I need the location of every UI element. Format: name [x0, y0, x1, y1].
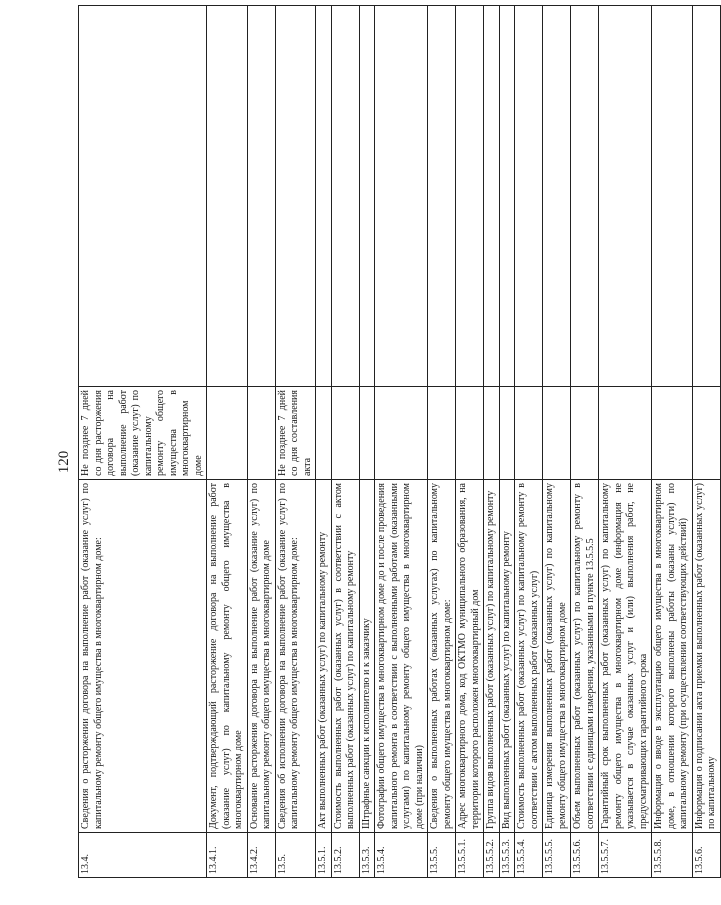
row-empty-cell	[599, 6, 652, 387]
requirements-table	[78, 5, 721, 878]
row-description-cell: Основание расторжения договора на выполнение работ (оказание услуг) по капитальному ремонту общего имущества в многоквартирном доме	[247, 480, 275, 833]
row-deadline-cell: Не позднее 7 дней со дня расторжения договора на выполнение работ (оказание услуг) по капитальному ремонту общего имущества в многоквартирном доме	[79, 387, 207, 480]
row-description-cell: Фотографии общего имущества в многоквартирном доме до и после проведения капитального ремонта в соответствии с выполненными работами (оказанными услугами) по капитальному ремонту общего имущества в многоквартирном доме (при наличии)	[375, 480, 428, 833]
row-empty-cell	[571, 6, 599, 387]
row-description-cell: Стоимость выполненных работ (оказанных услуг) в соответствии с актом выполненных работ (оказанных услуг) по капитальному ремонту	[331, 480, 359, 833]
table-row	[456, 6, 484, 878]
row-number-cell: 13.5.5.6.	[571, 833, 599, 878]
row-number-cell: 13.5.5.2.	[484, 833, 500, 878]
row-description-cell: Объем выполненных работ (оказанных услуг) по капитальному ремонту в соответствии с единицами измерения, указанными в пункте 13.5.5.5	[571, 480, 599, 833]
table-row	[428, 6, 456, 878]
row-deadline-cell: Не позднее 7 дней со дня составления акта	[275, 387, 316, 480]
row-deadline-cell	[207, 387, 248, 480]
table-row	[275, 6, 316, 878]
row-empty-cell	[316, 6, 332, 387]
row-empty-cell	[375, 6, 428, 387]
row-description-cell: Сведения о расторжении договора на выполнение работ (оказание услуг) по капитальному ремонту общего имущества в многоквартирном доме:	[79, 480, 207, 833]
table-row	[331, 6, 359, 878]
row-empty-cell	[331, 6, 359, 387]
table-row	[247, 6, 275, 878]
row-number-cell: 13.5.1.	[316, 833, 332, 878]
row-number-cell: 13.5.5.8.	[652, 833, 693, 878]
table-row	[484, 6, 500, 878]
page-number: 120	[56, 450, 72, 474]
row-description-cell: Гарантийный срок выполненных работ (оказанных услуг) по капитальному ремонту общего имущества в многоквартирном доме (информация не указывается в случае оказанных услуг и (или) выполнения работ, не предусматривающих гарантийного срока	[599, 480, 652, 833]
row-description-cell: Информация о подписании акта приемки выполненных работ (оказанных услуг) по капитальному	[692, 480, 720, 833]
row-deadline-cell	[247, 387, 275, 480]
row-deadline-cell	[571, 387, 599, 480]
row-description-cell: Сведения о выполненных работах (оказанных услугах) по капитальному ремонту общего имущества в многоквартирном доме:	[428, 480, 456, 833]
row-empty-cell	[499, 6, 515, 387]
row-number-cell: 13.4.	[79, 833, 207, 878]
row-number-cell: 13.5.6.	[692, 833, 720, 878]
table-row	[692, 6, 720, 878]
row-number-cell: 13.5.5.7.	[599, 833, 652, 878]
table-row	[499, 6, 515, 878]
row-empty-cell	[428, 6, 456, 387]
row-deadline-cell	[543, 387, 571, 480]
table-row	[515, 6, 543, 878]
row-deadline-cell	[359, 387, 375, 480]
row-description-cell: Штрафные санкции к исполнителю и к заказчику	[359, 480, 375, 833]
row-number-cell: 13.5.5.4.	[515, 833, 543, 878]
row-deadline-cell	[456, 387, 484, 480]
row-deadline-cell	[692, 387, 720, 480]
row-number-cell: 13.5.5.3.	[499, 833, 515, 878]
row-description-cell: Единица измерения выполненных работ (оказанных услуг) по капитальному ремонту общего имущества в многоквартирном доме	[543, 480, 571, 833]
row-empty-cell	[456, 6, 484, 387]
row-number-cell: 13.5.3.	[359, 833, 375, 878]
row-description-cell: Адрес многоквартирного дома, код ОКТМО муниципального образования, на территории которого расположен многоквартирный дом	[456, 480, 484, 833]
row-deadline-cell	[316, 387, 332, 480]
row-empty-cell	[543, 6, 571, 387]
row-empty-cell	[247, 6, 275, 387]
row-empty-cell	[359, 6, 375, 387]
row-number-cell: 13.5.5.5.	[543, 833, 571, 878]
table-row	[316, 6, 332, 878]
table-row	[207, 6, 248, 878]
row-description-cell: Стоимость выполненных работ (оказанных услуг) по капитальному ремонту в соответствии с актом выполненных работ (оказанных услуг)	[515, 480, 543, 833]
row-empty-cell	[275, 6, 316, 387]
row-deadline-cell	[428, 387, 456, 480]
row-empty-cell	[652, 6, 693, 387]
row-number-cell: 13.5.2.	[331, 833, 359, 878]
table-row	[571, 6, 599, 878]
row-empty-cell	[79, 6, 207, 387]
row-deadline-cell	[599, 387, 652, 480]
row-deadline-cell	[331, 387, 359, 480]
row-description-cell: Вид выполненных работ (оказанных услуг) по капитальному ремонту	[499, 480, 515, 833]
row-deadline-cell	[375, 387, 428, 480]
rotated-table-container	[78, 30, 717, 878]
row-deadline-cell	[484, 387, 500, 480]
row-empty-cell	[207, 6, 248, 387]
row-description-cell: Информация о вводе в эксплуатацию общего имущества в многоквартирном доме, в отношении которого выполнены работы (оказаны услуги) по капитальному ремонту (при осуществлении соответствующих действий)	[652, 480, 693, 833]
table-row	[652, 6, 693, 878]
row-number-cell: 13.5.5.	[428, 833, 456, 878]
table-row	[543, 6, 571, 878]
table-row	[375, 6, 428, 878]
row-deadline-cell	[515, 387, 543, 480]
row-empty-cell	[515, 6, 543, 387]
row-description-cell: Группа видов выполненных работ (оказанных услуг) по капитальному ремонту	[484, 480, 500, 833]
row-description-cell: Документ, подтверждающий расторжение договора на выполнение работ (оказание услуг) по капитальному ремонту общего имущества в многоквартирном доме	[207, 480, 248, 833]
row-number-cell: 13.5.	[275, 833, 316, 878]
row-number-cell: 13.5.5.1.	[456, 833, 484, 878]
table-row	[79, 6, 207, 878]
row-number-cell: 13.4.2.	[247, 833, 275, 878]
row-description-cell: Сведения об исполнении договора на выполнение работ (оказание услуг) по капитальному ремонту общего имущества в многоквартирном доме:	[275, 480, 316, 833]
row-number-cell: 13.4.1.	[207, 833, 248, 878]
row-deadline-cell	[652, 387, 693, 480]
table-row	[359, 6, 375, 878]
row-deadline-cell	[499, 387, 515, 480]
row-empty-cell	[692, 6, 720, 387]
row-empty-cell	[484, 6, 500, 387]
table-row	[599, 6, 652, 878]
table-body	[79, 6, 721, 878]
row-description-cell: Акт выполненных работ (оказанных услуг) по капитальному ремонту	[316, 480, 332, 833]
row-number-cell: 13.5.4.	[375, 833, 428, 878]
